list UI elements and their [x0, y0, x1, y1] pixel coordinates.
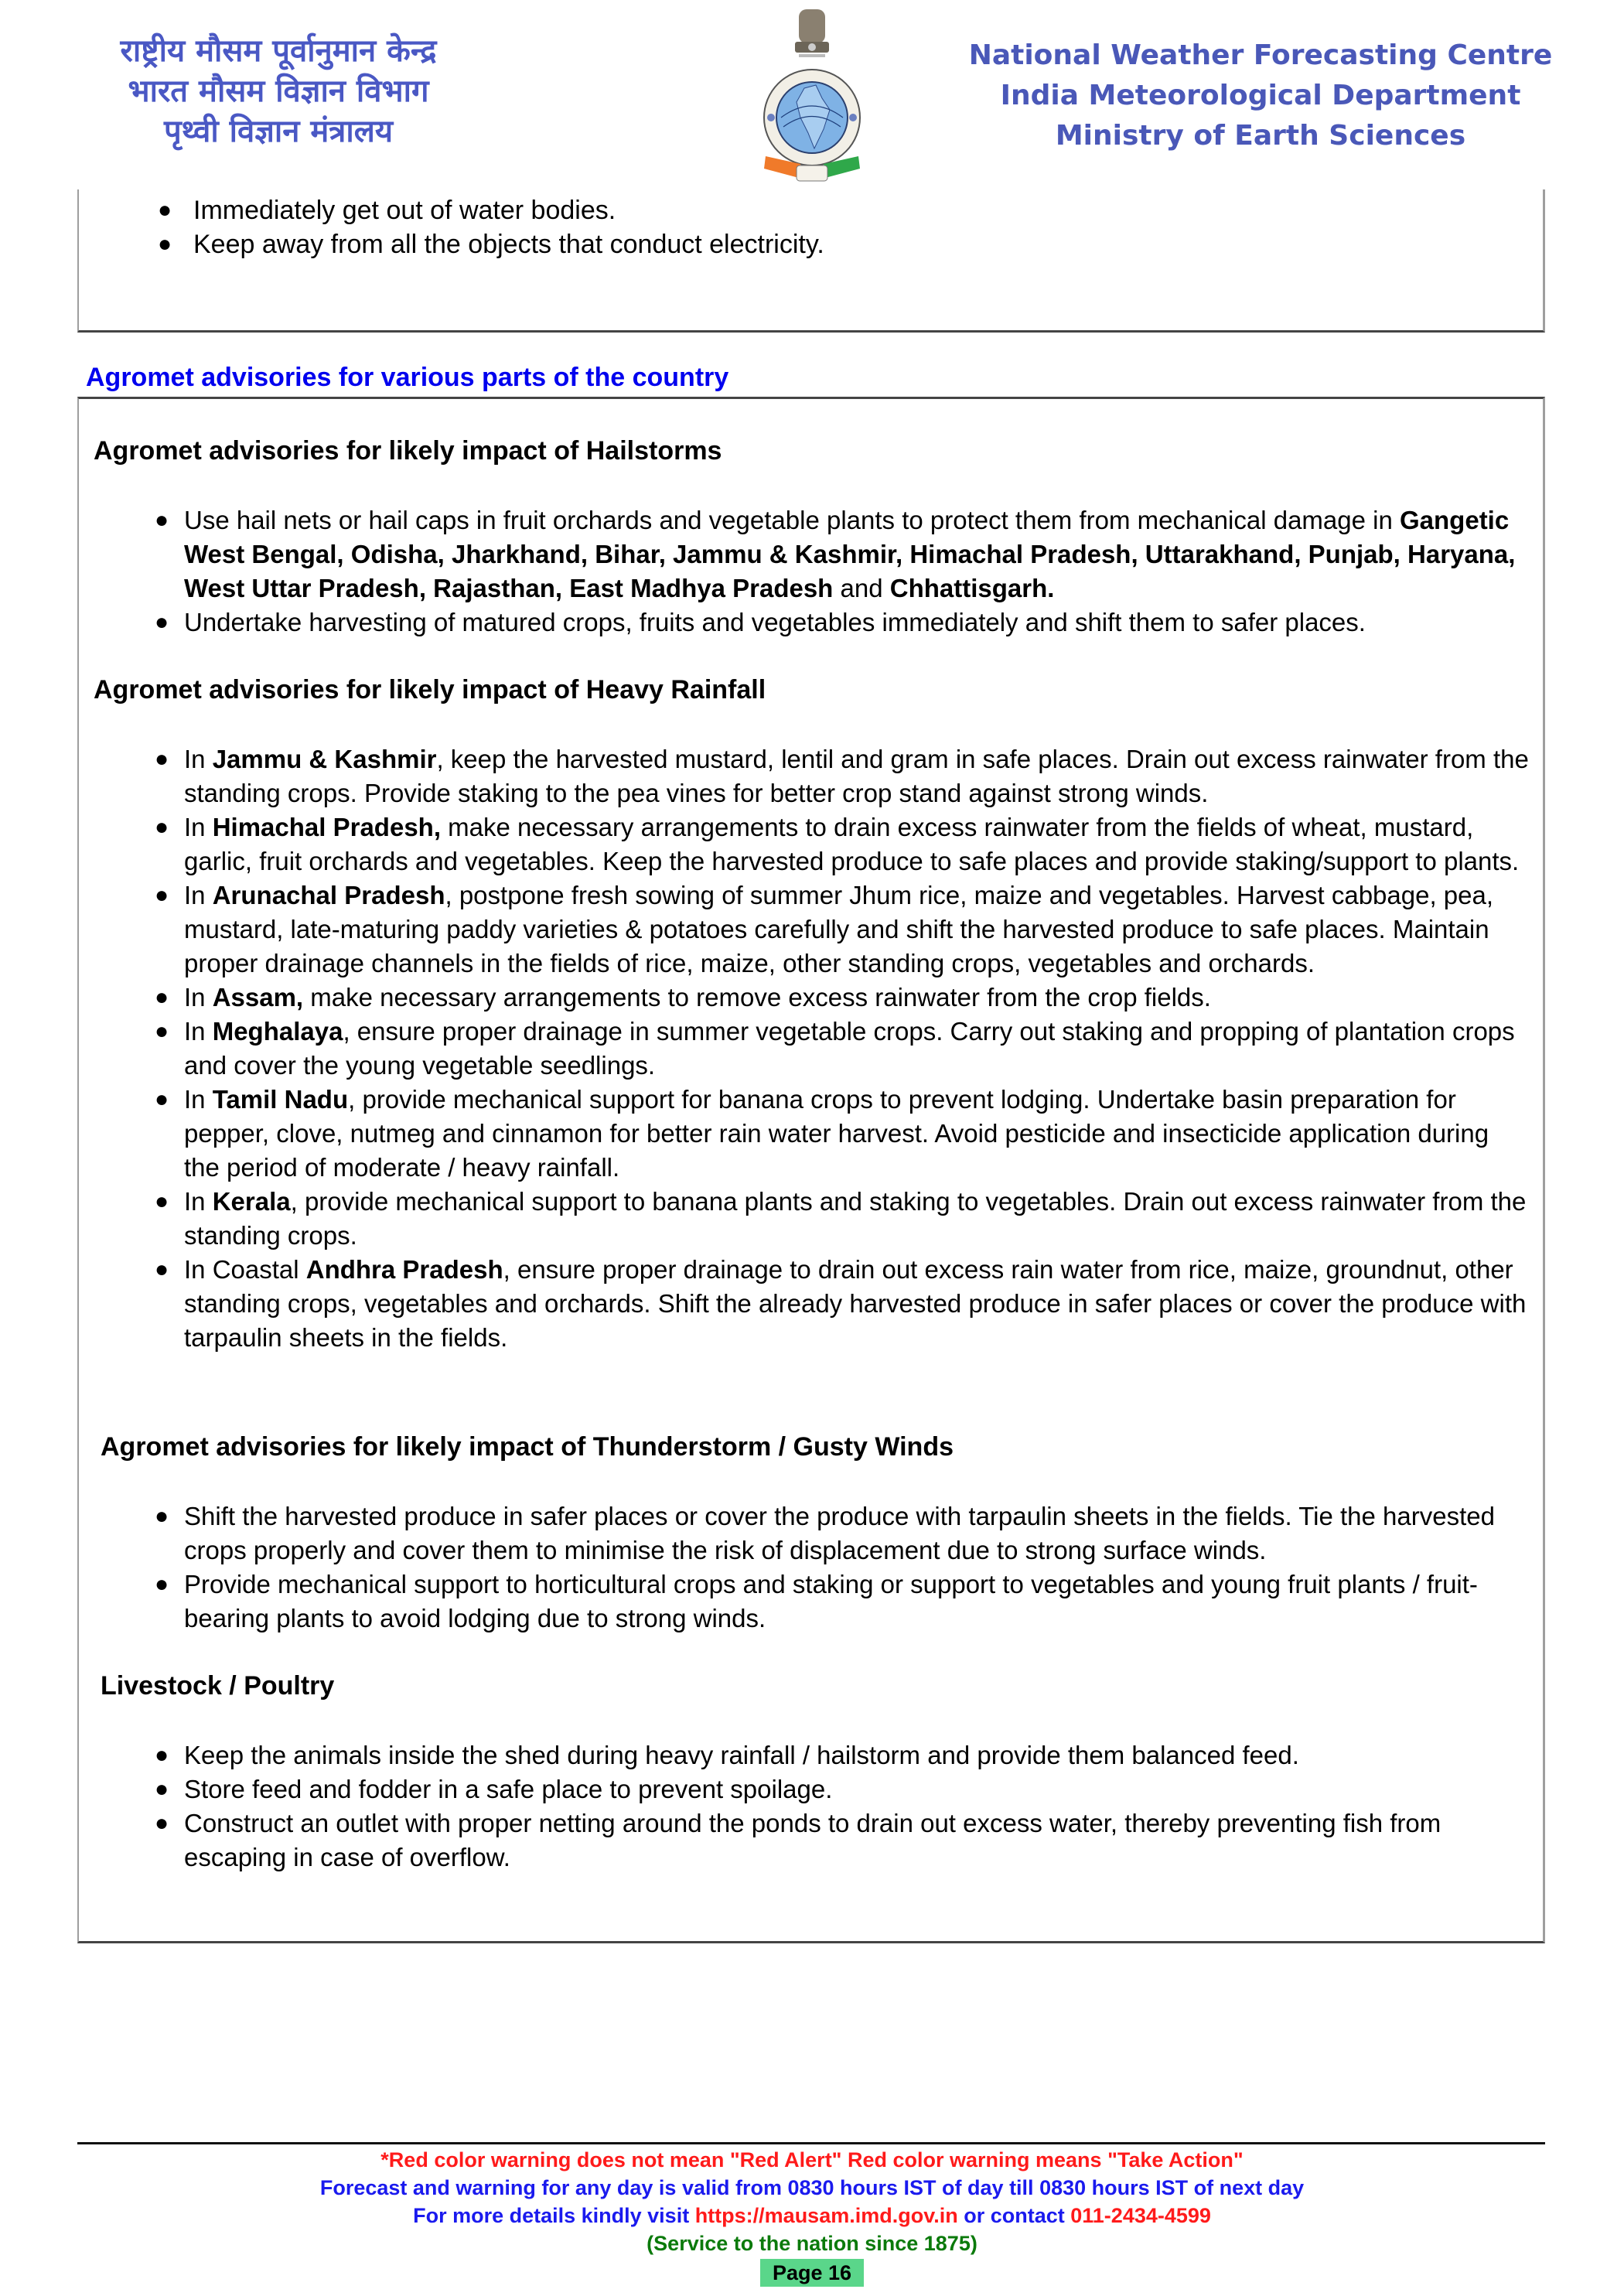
service-tagline: (Service to the nation since 1875)	[647, 2232, 977, 2255]
english-line-1: National Weather Forecasting Centre	[968, 39, 1553, 71]
agromet-advisories-box	[77, 397, 1545, 1943]
list-item: ● Keep the animals inside the shed during heavy rainfall / hailstorm and provide them balanced feed.	[184, 1738, 1530, 1772]
english-org-name	[959, 36, 1562, 156]
validity-note: Forecast and warning for any day is valid from 0830 hours IST of day till 0830 hours IST of next day	[319, 2176, 1305, 2199]
phone-number: 011-2434-4599	[1070, 2204, 1211, 2227]
list-item: ● Provide mechanical support to horticultural crops and staking or support to vegetables and young fruit plants / fruit-bearing plants to avoid lodging due to strong winds.	[184, 1568, 1530, 1636]
list-item: ● In Kerala, provide mechanical support to banana plants and staking to vegetables. Drain out excess rainwater from the standing crops.	[184, 1185, 1530, 1253]
bullet-icon: ●	[155, 984, 169, 1010]
bullet-icon: ●	[155, 1189, 169, 1214]
hindi-line-1: राष्ट्रीय मौसम पूर्वानुमान केन्द्र	[120, 33, 437, 69]
thunderstorm-heading: Agromet advisories for likely impact of Thunderstorm / Gusty Winds	[101, 1432, 954, 1462]
agromet-section-title: Agromet advisories for various parts of the country	[86, 363, 729, 392]
list-item: ● In Coastal Andhra Pradesh, ensure proper drainage to drain out excess rain water from rice, maize, groundnut, other standing crops, vegetables and orchards. Shift the already harvested produce in safer places or cover the produce with tarpaulin sheets in the fields.	[184, 1253, 1530, 1355]
footer-divider	[77, 2142, 1545, 2144]
bullet-icon: ●	[155, 507, 169, 533]
page-header	[0, 0, 1624, 189]
website-link[interactable]: https://mausam.imd.gov.in	[694, 2204, 958, 2227]
english-line-2: India Meteorological Department	[1000, 80, 1521, 111]
safety-list	[158, 193, 824, 261]
list-item: ● In Assam, make necessary arrangements to remove excess rainwater from the crop fields.	[184, 981, 1530, 1015]
page-footer	[0, 2146, 1624, 2287]
list-item: ● In Tamil Nadu, provide mechanical support for banana crops to prevent lodging. Undertake basin preparation for pepper, clove, nutmeg and cinnamon for better rain water harvest. Avoid pesticide and insecticide application during the period of moderate / heavy rainfall.	[184, 1083, 1530, 1185]
heavy-rainfall-heading: Agromet advisories for likely impact of Heavy Rainfall	[94, 675, 766, 704]
list-item: ● In Arunachal Pradesh, postpone fresh sowing of summer Jhum rice, maize and vegetables. Harvest cabbage, pea, mustard, late-maturing paddy varieties & potatoes carefully and shift the harvested produce to safe places. Maintain proper drainage channels in the fields of rice, maize, other standing crops, vegetables and orchards.	[184, 878, 1530, 981]
bullet-icon: ●	[158, 231, 172, 257]
english-line-3: Ministry of Earth Sciences	[1055, 120, 1466, 152]
list-item: ● Immediately get out of water bodies.	[193, 193, 824, 227]
page-number-badge: Page 16	[760, 2259, 864, 2287]
livestock-list	[155, 1738, 1530, 1875]
red-warning-note: *Red color warning does not mean "Red Alert" Red color warning means "Take Action"	[380, 2148, 1244, 2171]
hindi-line-2: भारत मौसम विज्ञान विभाग	[128, 73, 429, 109]
imd-emblem-icon	[762, 2, 862, 184]
heavy-rainfall-list	[155, 742, 1530, 1355]
bullet-icon: ●	[155, 1742, 169, 1768]
list-item: ● Keep away from all the objects that conduct electricity.	[193, 227, 824, 261]
bullet-icon: ●	[155, 1810, 169, 1836]
hailstorm-heading: Agromet advisories for likely impact of Hailstorms	[94, 436, 722, 466]
bullet-icon: ●	[155, 1018, 169, 1044]
lightning-safety-box	[77, 189, 1545, 333]
bullet-icon: ●	[155, 1571, 169, 1597]
list-item: ● In Jammu & Kashmir, keep the harvested mustard, lentil and gram in safe places. Drain out excess rainwater from the standing crops. Provide staking to the pea vines for better crop stand against strong winds.	[184, 742, 1530, 810]
thunderstorm-list	[155, 1499, 1530, 1636]
bullet-icon: ●	[155, 1776, 169, 1802]
livestock-heading: Livestock / Poultry	[101, 1671, 335, 1701]
bullet-icon: ●	[155, 814, 169, 840]
bullet-icon: ●	[155, 609, 169, 635]
list-item: ● Use hail nets or hail caps in fruit orchards and vegetable plants to protect them from mechanical damage in Gangetic West Bengal, Odisha, Jharkhand, Bihar, Jammu & Kashmir, Himachal Pradesh, Uttarakhand, Punjab, Haryana, West Uttar Pradesh, Rajasthan, East Madhya Pradesh and Chhattisgarh.	[184, 503, 1530, 606]
bullet-icon: ●	[155, 1087, 169, 1112]
bullet-icon: ●	[155, 746, 169, 772]
list-item: ● Construct an outlet with proper netting around the ponds to drain out excess water, thereby preventing fish from escaping in case of overflow.	[184, 1806, 1530, 1875]
list-item: ● Store feed and fodder in a safe place to prevent spoilage.	[184, 1772, 1530, 1806]
hindi-org-name	[62, 31, 495, 152]
bullet-icon: ●	[158, 197, 172, 223]
list-item: ● Shift the harvested produce in safer places or cover the produce with tarpaulin sheets in the fields. Tie the harvested crops properly and cover them to minimise the risk of displacement due to strong surface winds.	[184, 1499, 1530, 1568]
list-item: ● Undertake harvesting of matured crops, fruits and vegetables immediately and shift them to safer places.	[184, 606, 1530, 640]
list-item: ● In Himachal Pradesh, make necessary arrangements to drain excess rainwater from the fields of wheat, mustard, garlic, fruit orchards and vegetables. Keep the harvested produce to safe places and provide staking/support to plants.	[184, 810, 1530, 878]
hindi-line-3: पृथ्वी विज्ञान मंत्रालय	[163, 114, 394, 149]
list-item: ● In Meghalaya, ensure proper drainage in summer vegetable crops. Carry out staking and propping of plantation crops and cover the young vegetable seedlings.	[184, 1015, 1530, 1083]
hailstorm-list	[155, 503, 1530, 640]
bullet-icon: ●	[155, 1257, 169, 1282]
contact-line: For more details kindly visit https://mausam.imd.gov.in or contact 011-2434-4599	[413, 2204, 1211, 2227]
bullet-icon: ●	[155, 882, 169, 908]
bullet-icon: ●	[155, 1503, 169, 1529]
